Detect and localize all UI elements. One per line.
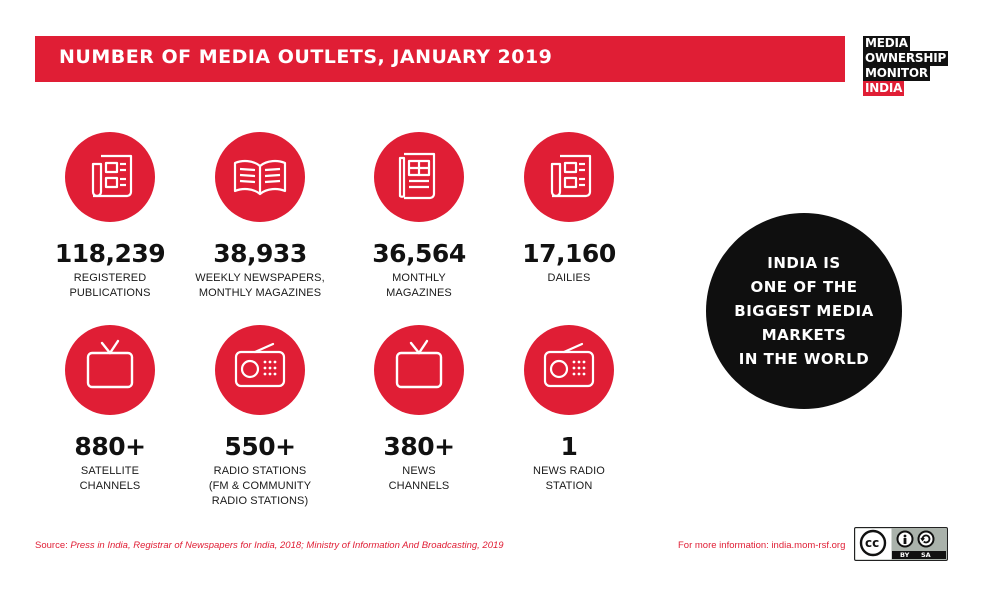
stat-label: WEEKLY NEWSPAPERS, MONTHLY MAGAZINES <box>195 272 325 299</box>
tv-icon <box>374 325 464 415</box>
tv-icon <box>65 325 155 415</box>
logo-line-media: MEDIA <box>865 36 908 50</box>
stat-news-radio-station <box>489 325 649 494</box>
source-note <box>35 540 504 551</box>
stat-value: 380+ <box>383 432 455 461</box>
newspaper-icon <box>65 132 155 222</box>
stat-satellite-channels <box>30 325 190 494</box>
stat-radio-stations <box>180 325 340 509</box>
stat-label: MONTHLY MAGAZINES <box>386 272 452 299</box>
stat-dailies <box>489 132 649 286</box>
stat-value: 550+ <box>224 432 296 461</box>
radio-icon <box>215 325 305 415</box>
open-book-icon <box>215 132 305 222</box>
radio-icon <box>524 325 614 415</box>
callout-line: MARKETS <box>761 326 847 344</box>
cc-by-label: BY <box>900 551 910 559</box>
callout-line: IN THE WORLD <box>738 350 870 368</box>
stat-value: 118,239 <box>54 239 166 268</box>
more-info-link[interactable]: For more information: india.mom-rsf.org <box>678 540 846 551</box>
page-title: NUMBER OF MEDIA OUTLETS, JANUARY 2019 <box>59 46 553 68</box>
callout-line: INDIA IS <box>767 254 841 272</box>
logo-line-india: INDIA <box>865 81 903 95</box>
stat-value: 1 <box>560 432 578 461</box>
newspaper-icon <box>524 132 614 222</box>
logo-line-monitor: MONITOR <box>865 66 928 80</box>
mom-logo <box>863 36 953 96</box>
callout-line: BIGGEST MEDIA <box>734 302 874 320</box>
stat-weekly-newspapers <box>180 132 340 301</box>
cc-icon: cc <box>865 536 880 550</box>
stat-value: 880+ <box>74 432 146 461</box>
stat-label: SATELLITE CHANNELS <box>79 465 141 492</box>
source-text: Press in India, Registrar of Newspapers for India, 2018; Ministry of Information And Broadcasting, 2019 <box>70 540 504 551</box>
stat-registered-publications <box>30 132 190 301</box>
callout-circle <box>706 213 902 409</box>
stat-value: 17,160 <box>522 239 616 268</box>
stat-label: REGISTERED PUBLICATIONS <box>69 272 151 299</box>
stat-value: 36,564 <box>372 239 466 268</box>
stat-label: NEWS CHANNELS <box>388 465 450 492</box>
source-prefix: Source: <box>35 540 68 551</box>
magazine-icon <box>374 132 464 222</box>
cc-sa-label: SA <box>921 551 931 559</box>
cc-license-badge[interactable] <box>854 527 948 561</box>
stat-label: NEWS RADIO STATION <box>533 465 605 492</box>
stat-value: 38,933 <box>213 239 307 268</box>
callout-line: ONE OF THE <box>750 278 858 296</box>
logo-line-ownership: OWNERSHIP <box>865 51 947 65</box>
stat-label: RADIO STATIONS (FM & COMMUNITY RADIO STATIONS) <box>208 465 312 507</box>
stat-monthly-magazines <box>339 132 499 301</box>
stat-label: DAILIES <box>547 272 591 284</box>
stat-news-channels <box>339 325 499 494</box>
title-banner <box>35 36 845 82</box>
